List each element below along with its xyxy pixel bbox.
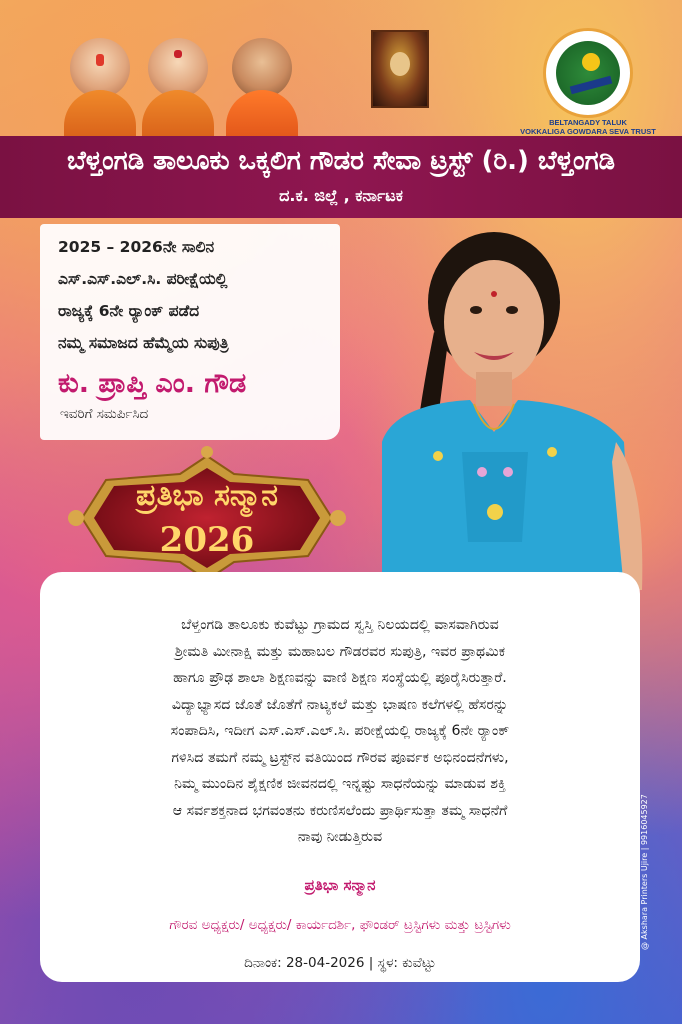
date-place: ದಿನಾಂಕ: 28-04-2026 | ಸ್ಥಳ: ಕುವೆಟ್ಟು (244, 955, 436, 971)
citation-line: ಸಂಪಾದಿಸಿ, ಇದೀಗ ಎಸ್.ಎಸ್.ಎಲ್.ಸಿ. ಪರೀಕ್ಷೆಯಲ್ಲಿ ರಾಜ್ಯಕ್ಕೆ 6ನೇ ರ್‍ಯಾಂಕ್ (170, 723, 510, 739)
student-photo (352, 222, 652, 590)
trust-location: ದ.ಕ. ಜಿಲ್ಲೆ , ಕರ್ನಾಟಕ (279, 186, 403, 205)
info-line-2: ಎಸ್.ಎಸ್.ಎಲ್.ಸಿ. ಪರೀಕ್ಷೆಯಲ್ಲಿ (58, 270, 228, 288)
deity-image (371, 30, 429, 108)
award-title: ಪ್ರತಿಭಾ ಸನ್ಮಾನ (136, 478, 278, 513)
info-line-4: ನಮ್ಮ ಸಮಾಜದ ಹೆಮ್ಮೆಯ ಸುಪುತ್ರಿ (58, 334, 229, 352)
dedication-text: ಇವರಿಗೆ ಸಮರ್ಪಿಸಿದ (60, 406, 149, 422)
trust-title: ಬೆಳ್ತಂಗಡಿ ತಾಲೂಕು ಒಕ್ಕಲಿಗ ಗೌಡರ ಸೇವಾ ಟ್ರಸ್ಟ್ (ರಿ.) ಬೆಳ್ತಂಗಡಿ (66, 146, 616, 176)
citation-text (62, 612, 618, 851)
signatories: ಗೌರವ ಅಧ್ಯಕ್ಷರು/ ಅಧ್ಯಕ್ಷರು/ ಕಾರ್ಯದರ್ಶಿ, ಫೌಂಡರ್ ಟ್ರಸ್ಟಿಗಳು ಮತ್ತು ಟ್ರಸ್ಟಿಗಳು (169, 917, 511, 933)
award-year: 2026 (159, 520, 255, 560)
citation-line: ನಾವು ನೀಡುತ್ತಿರುವ (297, 829, 383, 845)
info-line-1: 2025 – 2026ನೇ ಸಾಲಿನ (58, 238, 215, 256)
citation-line: ಗಳಿಸಿದ ತಮಗೆ ನಮ್ಮ ಟ್ರಸ್ಟ್‌ನ ವತಿಯಿಂದ ಗೌರವ ಪೂರ್ವಕ ಅಭಿನಂದನೆಗಳು, (171, 749, 509, 766)
honor-label: ಪ್ರತಿಭಾ ಸನ್ಮಾನ (304, 876, 376, 894)
citation-line: ನಿಮ್ಮ ಮುಂದಿನ ಶೈಕ್ಷಣಿಕ ಜೀವನದಲ್ಲಿ ಇನ್ನಷ್ಟು ಸಾಧನೆಯನ್ನು ಮಾಡುವ ಶಕ್ತಿ (174, 776, 506, 792)
trust-logo (543, 28, 633, 118)
citation-line: ಹಾಗೂ ಪ್ರೌಢ ಶಾಲಾ ಶಿಕ್ಷಣವನ್ನು ವಾಣಿ ಶಿಕ್ಷಣ ಸಂಸ್ಥೆಯಲ್ಲಿ ಪೂರೈಸಿರುತ್ತಾರೆ. (173, 670, 507, 686)
logo-caption-line1: BELTANGADY TALUK (549, 118, 627, 127)
student-name: ಕು. ಪ್ರಾಪ್ತಿ ಎಂ. ಗೌಡ (58, 368, 247, 399)
logo-caption-line2: VOKKALIGA GOWDARA SEVA TRUST (520, 127, 656, 136)
swamiji-portrait-2 (142, 38, 214, 138)
award-frame (62, 444, 352, 592)
citation-line: ಬೆಳ್ತಂಗಡಿ ತಾಲೂಕು ಕುವೆಟ್ಟು ಗ್ರಾಮದ ಸ್ವಸ್ತಿ ನಿಲಯದಲ್ಲಿ ವಾಸವಾಗಿರುವ (181, 617, 499, 633)
citation-line: ಆ ಸರ್ವಶಕ್ತನಾದ ಭಗವಂತನು ಕರುಣಿಸಲೆಂದು ಪ್ರಾರ್ಥಿಸುತ್ತಾ ತಮ್ಮ ಸಾಧನೆಗೆ (172, 802, 508, 819)
citation-line: ಶ್ರೀಮತಿ ಮೀನಾಕ್ಷಿ ಮತ್ತು ಮಹಾಬಲ ಗೌಡರವರ ಸುಪುತ್ರಿ, ಇವರ ಪ್ರಾಥಮಿಕ (174, 643, 506, 660)
info-line-3: ರಾಜ್ಯಕ್ಕೆ 6ನೇ ರ್‍ಯಾಂಕ್ ಪಡೆದ (58, 302, 200, 320)
swamiji-portrait-3 (226, 38, 298, 138)
citation-line: ವಿದ್ಯಾಭ್ಯಾಸದ ಜೊತೆ ಜೊತೆಗೆ ನಾಟ್ಯಕಲೆ ಮತ್ತು ಭಾಷಣ ಕಲೆಗಳಲ್ಲಿ ಹೆಸರನ್ನು (171, 696, 509, 713)
swamiji-portrait-1 (64, 38, 136, 138)
printer-credit: @ Akshara Printers Ujire | 9916045927 (640, 794, 649, 950)
